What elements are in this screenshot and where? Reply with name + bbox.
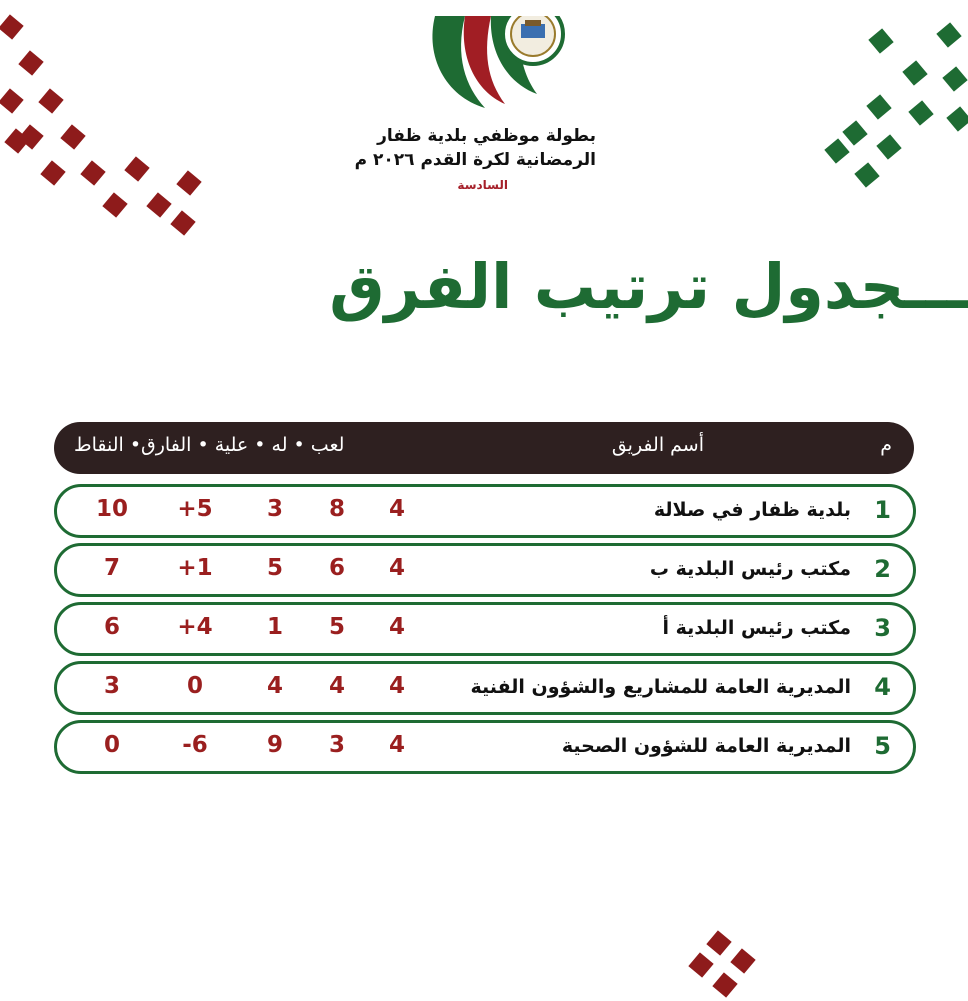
row-played: 4 [388, 614, 405, 640]
row-points: 0 [103, 732, 120, 758]
table-row [54, 661, 916, 715]
row-team-name: المديرية العامة للشؤون الصحية [561, 735, 851, 757]
table-header [54, 422, 914, 474]
row-goal-difference: +1 [177, 555, 213, 581]
table-row [54, 484, 916, 538]
row-rank: 5 [874, 732, 891, 760]
row-team-name: مكتب رئيس البلدية ب [649, 558, 851, 580]
row-team-name: المديرية العامة للمشاريع والشؤون الفنية [470, 676, 851, 698]
row-goal-difference: +5 [177, 496, 213, 522]
row-goals-against: 4 [266, 673, 283, 699]
row-goal-difference: -6 [182, 732, 208, 758]
row-goal-difference: 0 [186, 673, 203, 699]
row-goal-difference: +4 [177, 614, 213, 640]
row-points: 6 [103, 614, 120, 640]
event-title-line2: الرمضانية لكرة القدم ٢٠٢٦ م [354, 150, 596, 170]
row-goals-for: 5 [328, 614, 345, 640]
table-row [54, 720, 916, 774]
header-stats: لعب • له • علية • الفارق• النقاط [74, 434, 345, 456]
row-points: 7 [103, 555, 120, 581]
table-row [54, 543, 916, 597]
row-team-name: بلدية ظفار في صلالة [653, 499, 851, 521]
row-goals-for: 8 [328, 496, 345, 522]
row-rank: 3 [874, 614, 891, 642]
row-team-name: مكتب رئيس البلدية أ [662, 617, 851, 639]
row-played: 4 [388, 673, 405, 699]
tournament-logo [425, 16, 565, 116]
event-title-line1: بطولة موظفي بلدية ظفار [377, 126, 596, 146]
row-goals-for: 4 [328, 673, 345, 699]
row-points: 10 [95, 496, 128, 522]
row-rank: 1 [874, 496, 891, 524]
event-edition: السادسة [457, 178, 508, 192]
row-rank: 2 [874, 555, 891, 583]
page-title: ـــجدول ترتيب الفرق [329, 250, 968, 323]
row-goals-against: 1 [266, 614, 283, 640]
row-goals-against: 3 [266, 496, 283, 522]
row-rank: 4 [874, 673, 891, 701]
header-team: أسم الفريق [611, 434, 704, 456]
row-played: 4 [388, 732, 405, 758]
row-goals-against: 9 [266, 732, 283, 758]
row-played: 4 [388, 496, 405, 522]
row-goals-for: 3 [328, 732, 345, 758]
row-points: 3 [103, 673, 120, 699]
header-rank: م [880, 434, 892, 456]
row-played: 4 [388, 555, 405, 581]
table-row [54, 602, 916, 656]
row-goals-against: 5 [266, 555, 283, 581]
row-goals-for: 6 [328, 555, 345, 581]
